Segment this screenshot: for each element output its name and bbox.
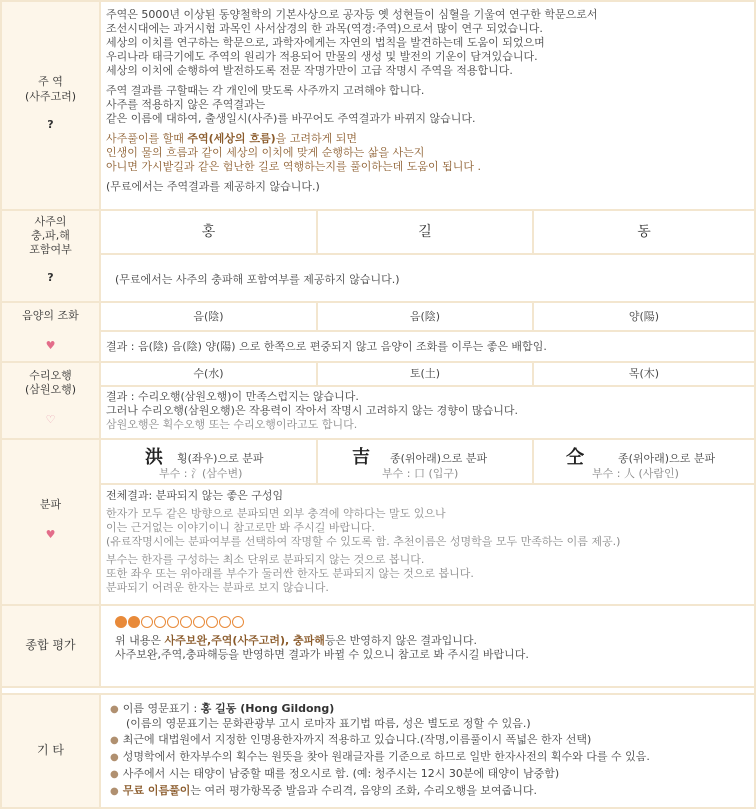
- bunpa-hanja: 洪: [145, 447, 163, 468]
- eumyang-label-cell: [2, 303, 99, 361]
- chungpa-result: [101, 255, 754, 301]
- bunpa-desc: 종(위아래)으로 분파: [618, 452, 716, 465]
- eumyang-cell: 양(陽): [534, 303, 754, 330]
- bunpa-char-cell: [101, 440, 316, 483]
- bunpa-label-cell: [2, 440, 99, 604]
- heart-outline-icon: ♡: [45, 413, 56, 426]
- etc-label: 기 타: [37, 743, 64, 757]
- bunpa-hanja: 仝: [566, 447, 584, 468]
- summary-line: 사주보완,주역,충파해등을 반영하면 결과가 바뀔 수 있으니 참고로 봐 주시길 바랍니다.: [115, 648, 529, 661]
- juyeok-line: 세상의 이치를 연구하는 학문으로, 과학자에게는 자연의 법칙을 발견하는데 도움이 되었으며: [106, 36, 545, 49]
- summary-label-cell: [2, 606, 99, 686]
- eumyang-label: 음양의 조화: [22, 309, 79, 322]
- bunpa-note: 부수는 한자를 구성하는 최소 단위로 분파되지 않는 것으로 봅니다.: [106, 553, 425, 566]
- score-circle-filled: [115, 616, 127, 628]
- bunpa-char-cell: [534, 440, 754, 483]
- juyeok-label-cell: [2, 2, 99, 209]
- score-circle-empty: [219, 616, 231, 628]
- chungpa-label-cell: [2, 211, 99, 301]
- bunpa-note: (유료작명시에는 분파여부를 선택하여 작명할 수 있도록 함. 추천이름은 성명학을 모두 만족하는 이름 제공.): [106, 535, 621, 548]
- juyeok-line: 주역 결과를 구할때는 각 개인에 맞도록 사주까지 고려해야 합니다.: [106, 84, 425, 97]
- bunpa-desc: 종(위아래)으로 분파: [390, 452, 488, 465]
- bullet-icon: ●: [110, 735, 119, 746]
- chungpa-free-note: (무료에서는 사주의 충파해 포함여부를 제공하지 않습니다.): [115, 273, 400, 286]
- bunpa-result: [101, 485, 754, 604]
- summary-label: 종합 평가: [25, 638, 76, 652]
- score-circle-filled: [128, 616, 140, 628]
- name-char-cell: 길: [318, 211, 532, 253]
- chungpa-label: 포함여부: [29, 243, 72, 256]
- chungpa-help-icon[interactable]: ?: [47, 271, 54, 284]
- bunpa-note: 한자가 모두 같은 방향으로 분파되면 외부 충격에 약하다는 말도 있으나: [106, 507, 446, 520]
- bunpa-note: 또한 좌우 또는 위아래를 부수가 둘러싼 한자도 분파되지 않는 것으로 봅니다.: [106, 567, 474, 580]
- suri-cell: 수(水): [101, 363, 316, 385]
- juyeok-line: 사주를 적용하지 않은 주역결과는: [106, 98, 266, 111]
- score-circle-empty: [206, 616, 218, 628]
- bullet-icon: ●: [110, 752, 119, 763]
- bullet-icon: ●: [110, 786, 119, 797]
- juyeok-help-icon[interactable]: ?: [47, 118, 54, 131]
- juyeok-line: 조선시대에는 과거시험 과목인 사서삼경의 한 과목(역경:주역)으로서 많이 연구 되었습니다.: [106, 22, 543, 35]
- juyeok-line: 우리나라 태극기에도 주역의 원리가 적용되어 만물의 생성 및 발전의 기운이 담겨있습니다.: [106, 50, 538, 63]
- bunpa-result-text: 전체결과: 분파되지 않는 좋은 구성임: [106, 489, 284, 502]
- bunpa-char-cell: [318, 440, 532, 483]
- juyeok-label: 주 역: [38, 75, 63, 88]
- bunpa-busu: 부수 : 氵(삼수변): [159, 467, 243, 480]
- score-circle-empty: [154, 616, 166, 628]
- etc-item: ● 최근에 대법원에서 지정한 인명용한자까지 적용하고 있습니다.(작명,이름풀이시 폭넓은 한자 선택): [110, 733, 592, 746]
- juyeok-free-note: (무료에서는 주역결과를 제공하지 않습니다.): [106, 180, 320, 193]
- score-circle-empty: [141, 616, 153, 628]
- bullet-icon: ●: [110, 704, 119, 715]
- etc-item: ● 무료 이름풀이는 여러 평가항목중 발음과 수리격, 음양의 조화, 수리오행을 보여줍니다.: [110, 784, 537, 797]
- suri-result: [101, 387, 754, 438]
- bullet-icon: ●: [110, 769, 119, 780]
- name-char-cell: 홍: [101, 211, 316, 253]
- juyeok-label-sub: (사주고려): [24, 90, 77, 103]
- etc-item: ● 사주에서 시는 태양이 남중할 때를 정오시로 함. (예: 청주시는 12시 30분에 태양이 남중함): [110, 767, 560, 780]
- bunpa-hanja: 吉: [352, 447, 370, 468]
- chungpa-label: 사주의: [34, 215, 67, 228]
- bunpa-busu: 부수 : 口 (입구): [382, 467, 459, 480]
- juyeok-line: 인생이 물의 흐름과 같이 세상의 이치에 맞게 순행하는 삶을 사는지: [106, 146, 425, 159]
- suri-label: 수리오행: [29, 369, 72, 382]
- suri-cell: 목(木): [534, 363, 754, 385]
- juyeok-content: [101, 2, 754, 209]
- suri-label: (삼원오행): [24, 383, 77, 396]
- chungpa-label: 충,파,해: [31, 229, 70, 242]
- score-circle-empty: [232, 616, 244, 628]
- bunpa-label: 분파: [39, 498, 62, 511]
- score-circle-empty: [193, 616, 205, 628]
- bunpa-busu: 부수 : 人 (사람인): [592, 467, 679, 480]
- suri-note: 삼원오행은 획수오행 또는 수리오행이라고도 합니다.: [106, 418, 358, 431]
- suri-cell: 토(土): [318, 363, 532, 385]
- spacer: [2, 688, 754, 693]
- suri-result-line: 그러나 수리오행(삼원오행)은 작용력이 작아서 작명시 고려하지 않는 경향이 많습니다.: [106, 404, 518, 417]
- summary-content: [101, 606, 754, 686]
- juyeok-highlight-line: 사주풀이를 할때 주역(세상의 흐름)을 고려하게 되면: [106, 132, 358, 145]
- juyeok-line: 주역은 5000년 이상된 동양철학의 기본사상으로 공자등 옛 성현들이 심혈을 기울여 연구한 학문으로서: [106, 8, 598, 21]
- eumyang-result-text: 결과 : 음(陰) 음(陰) 양(陽) 으로 한쪽으로 편중되지 않고 음양이 조화를 이루는 좋은 배합임.: [106, 340, 547, 353]
- suri-result-line: 결과 : 수리오행(삼원오행)이 만족스럽지는 않습니다.: [106, 390, 359, 403]
- heart-icon: ♥: [45, 528, 56, 541]
- etc-item-sub: (이름의 영문표기는 문화관광부 고시 로마자 표기법 따름, 성은 별도로 정할 수 있음.): [126, 717, 531, 730]
- eumyang-cell: 음(陰): [318, 303, 532, 330]
- score-circle-empty: [180, 616, 192, 628]
- eumyang-cell: 음(陰): [101, 303, 316, 330]
- heart-icon: ♥: [45, 339, 56, 352]
- suri-label-cell: [2, 363, 99, 438]
- name-char-cell: 동: [534, 211, 754, 253]
- summary-line: 위 내용은 사주보완,주역(사주고려), 충파해등은 반영하지 않은 결과입니다.: [115, 634, 478, 647]
- etc-label-cell: [2, 695, 99, 807]
- bunpa-note: 분파되기 어려운 한자는 분파로 보지 않습니다.: [106, 581, 329, 594]
- juyeok-line: 세상의 이치에 순행하여 발전하도록 전문 작명가만이 고급 작명시 주역을 적용합니다.: [106, 64, 513, 77]
- score-circle-empty: [167, 616, 179, 628]
- juyeok-line: 아니면 가시밭길과 같은 험난한 길로 역행하는지를 풀이하는데 도움이 됩니다 .: [106, 160, 481, 173]
- score-rating: [115, 616, 754, 628]
- bunpa-note: 이는 근거없는 이야기이니 참고로만 봐 주시길 바랍니다.: [106, 521, 375, 534]
- etc-content: [101, 695, 754, 807]
- etc-item: ● 성명학에서 한자부수의 획수는 원뜻을 찾아 원래글자를 기준으로 하므로 일반 한자사전의 획수와 다를 수 있음.: [110, 750, 650, 763]
- etc-item-english-name: ● 이름 영문표기 : 홍 길동 (Hong Gildong): [110, 702, 335, 715]
- bunpa-desc: 횡(좌우)으로 분파: [177, 452, 264, 465]
- juyeok-line: 같은 이름에 대하여, 출생일시(사주)를 바꾸어도 주역결과가 바뀌지 않습니다.: [106, 112, 476, 125]
- eumyang-result: [101, 332, 754, 361]
